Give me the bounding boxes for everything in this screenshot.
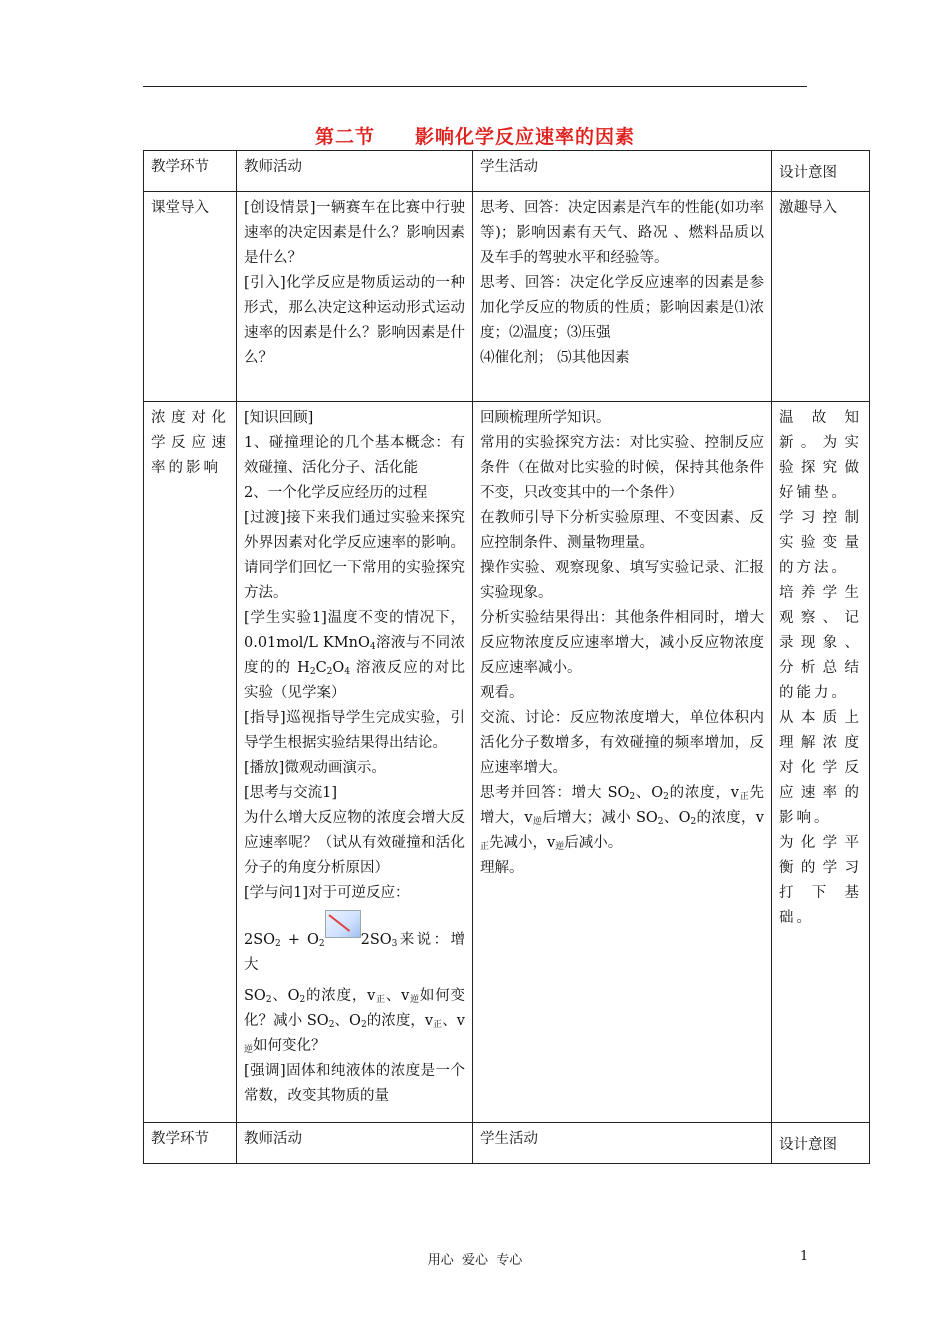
row-teacher-activity [237,402,473,1123]
lesson-plan-table [143,150,870,1164]
teacher-paragraph: [指导]巡视指导学生完成实验，引导学生根据实验结果得出结论。 [244,710,465,751]
intent-paragraph: 培养学生观察、记录现象、分析总结的能力。 [779,585,862,701]
table-row [144,192,870,402]
reaction-equation: $2SO_2 + O_2$ $2SO_3$来说：增大 [244,910,465,978]
intent-paragraph: 激趣导入 [779,200,837,216]
teacher-paragraph: [播放]微观动画演示。 [244,760,386,776]
student-paragraph: 常用的实验探究方法：对比实验、控制反应条件（在做对比实验的时候，保持其他条件不变，只改变其中的一个条件） [480,435,764,501]
student-paragraph: 操作实验、观察现象、填写实验记录、汇报实验现象。 [480,560,764,601]
reversible-arrow-icon [325,910,361,938]
header-stage: 教学环节 [144,151,237,192]
student-paragraph: 理解。 [480,860,524,876]
table-header-row [144,1123,870,1164]
page-number: 1 [800,1249,809,1264]
row-stage: 浓度对化学反应速率的影响 [144,402,237,1123]
teacher-paragraph: [学生实验1]温度不变的情况下，0.01mol/L KMnO$_4$溶液与不同浓度的的 $H_2C_2O_4$ 溶液反应的对比实验（见学案） [244,610,466,701]
teacher-paragraph: 为什么增大反应物的浓度会增大反应速率呢？（试从有效碰撞和活化分子的角度分析原因） [244,810,465,876]
header-student: 学生活动 [473,151,772,192]
teacher-paragraph: [过渡]接下来我们通过实验来探究外界因素对化学反应速率的影响。请同学们回忆一下常用的实验探究方法。 [244,510,465,601]
intent-paragraph: 为化学平衡的学习打下基础。 [779,835,862,926]
student-paragraph: ⑷催化剂； ⑸其他因素 [480,350,630,366]
header-stage: 教学环节 [144,1123,237,1164]
header-student: 学生活动 [473,1123,772,1164]
row-student-activity [473,192,772,402]
student-paragraph: 思考、回答：决定化学反应速率的因素是参加化学反应的物质的性质；影响因素是⑴浓度；⑵温度；⑶压强 [480,275,764,341]
teacher-paragraph: $SO_2$、$O_2$的浓度，$v_正$、$v_逆$如何变化？减小 $SO_2$、$O_2$的浓度，$v_正$、$v_逆$如何变化？ [244,988,465,1055]
header-teacher: 教师活动 [237,1123,473,1164]
header-rule [143,86,807,87]
header-teacher: 教师活动 [237,151,473,192]
teacher-paragraph: [学与问1]对于可逆反应： [244,885,410,901]
table-row [144,402,870,1123]
student-paragraph: 回顾梳理所学知识。 [480,410,611,426]
row-intent [772,192,870,402]
row-intent [772,402,870,1123]
intent-paragraph: 温故知新。为实验探究做好铺垫。 [779,410,862,501]
teacher-paragraph: [强调]固体和纯液体的浓度是一个常数，改变其物质的量 [244,1063,465,1104]
student-paragraph: 观看。 [480,685,524,701]
student-paragraph: 思考、回答：决定因素是汽车的性能(如功率等)；影响因素有天气、路况 、燃料品质以及车手的驾驶水平和经验等。 [480,200,764,266]
intent-paragraph: 学习控制实验变量的方法。 [779,510,862,576]
student-paragraph: 在教师引导下分析实验原理、不变因素、反应控制条件、测量物理量。 [480,510,764,551]
table-header-row [144,151,870,192]
header-intent: 设计意图 [772,1123,870,1164]
row-stage: 课堂导入 [144,192,237,402]
row-teacher-activity [237,192,473,402]
intent-paragraph: 从本质上理解浓度对化学反应速率的影响。 [779,710,862,826]
page-title: 第二节 影响化学反应速率的因素 [314,126,635,148]
teacher-paragraph: 1、碰撞理论的几个基本概念：有效碰撞、活化分子、活化能 [244,435,465,476]
page-footer: 用心 爱心 专心 [427,1253,523,1268]
teacher-paragraph: [引入]化学反应是物质运动的一种形式，那么决定这种运动形式运动速率的因素是什么？影响因素是什么？ [244,275,465,366]
teacher-paragraph: [思考与交流1] [244,785,338,801]
student-paragraph: 思考并回答：增大 $SO_2$、$O_2$的浓度，$v_正$先增大，$v_逆$后增大；减小 $SO_2$、$O_2$的浓度，$v_正$先减小，$v_逆$后减小。 [480,785,764,852]
student-paragraph: 交流、讨论：反应物浓度增大，单位体积内活化分子数增多，有效碰撞的频率增加，反应速率增大。 [480,710,764,776]
teacher-paragraph: 2、一个化学反应经历的过程 [244,485,428,501]
teacher-paragraph: [创设情景]一辆赛车在比赛中行驶速率的决定因素是什么？影响因素是什么？ [244,200,465,266]
teacher-paragraph: [知识回顾] [244,410,314,426]
row-student-activity [473,402,772,1123]
header-intent: 设计意图 [772,151,870,192]
student-paragraph: 分析实验结果得出：其他条件相同时，增大反应物浓度反应速率增大，减小反应物浓度反应速率减小。 [480,610,764,676]
